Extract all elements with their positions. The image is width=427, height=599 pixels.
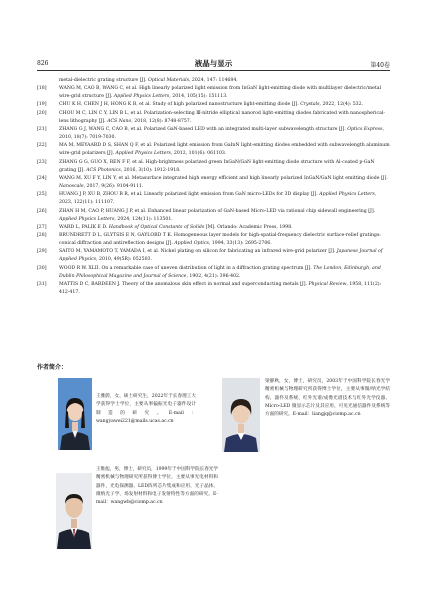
reference-entry [37, 159, 390, 175]
reference-text: MATTIS D C, BARDEEN J. Theory of the anomalous skin effect in normal and superconducting metals [J]. [59, 281, 309, 287]
reference-entry [37, 224, 390, 232]
reference-text: BRUNDRETT D L, GLYTSIS E N, GAYLORD T K. Homogeneous layer models for high-spatial-frequency dielectric surface-relief gratings: conical diffraction and antireflection designs [J]. [59, 232, 381, 247]
reference-source: Physical Review [308, 281, 347, 287]
reference-details: , 2010, 18(7): 7019-7030. [59, 126, 385, 141]
reference-source: Nanoscale [59, 184, 84, 190]
reference-details: , 2023, 122(11): 111107. [59, 192, 377, 206]
reference-text: metal-dielectric grating structure [J]. [59, 78, 149, 83]
reference-details: , 2018, 12(8): 8748-8757. [131, 118, 192, 124]
reference-number: [30] [37, 265, 47, 271]
reference-details: , 1994, 33(13): 2695-2706. [208, 241, 272, 247]
reference-source: Handbook of Optical Constants of Solids [108, 224, 205, 230]
reference-details: , 2024, 147: 114684. [188, 78, 238, 83]
reference-entry [37, 248, 390, 264]
reference-entry [37, 110, 390, 126]
reference-number: [28] [37, 232, 47, 238]
reference-text: CHOU M C, LIN C Y, LIN B L, et al. Polarization-selecting Ⅲ-nitride elliptical nanorod light-emitting diodes fabricated with nanospherical-lens lithography [J]. [59, 110, 385, 124]
reference-text: WARD L, PALIK E D. [59, 224, 109, 230]
reference-source: Applied Physics Letters [59, 216, 115, 222]
reference-details: , 2022, 12(4): 532. [319, 102, 364, 108]
author-photo-liang-jingqiu [222, 378, 260, 452]
reference-details: , 2017, 9(26): 9104-9111. [83, 184, 144, 190]
reference-number: [18] [37, 86, 47, 92]
reference-text: ZHANG G G, GUO X, REN F F, et al. High-brightness polarized green InGaN/GaN light-emitting diode structure with Al-coated p-GaN grating [J]. [59, 159, 375, 173]
reference-text: HUANG J P, XU B, ZHOU B R, et al. Linearly polarized light emission from GaN micro-LEDs for 3D display [J]. [59, 192, 320, 198]
reference-source: Optical Materials [148, 78, 189, 83]
reference-source: ACS Photonics [86, 167, 121, 173]
reference-list [37, 77, 390, 297]
reference-text: ZHAN H M, CAO P, HUANG J P, et al. Enhanced linear polarization of GaN-based Micro-LED via rational chip sidewall engineering [J]. [59, 208, 376, 214]
journal-title: 液晶与显示 [194, 59, 233, 68]
reference-entry [37, 101, 390, 109]
reference-source: Applied Physics Letters [115, 151, 171, 157]
reference-number: [22] [37, 143, 47, 149]
reference-source: ACS Nano [107, 118, 132, 124]
reference-entry [37, 281, 390, 297]
reference-number: [21] [37, 126, 47, 132]
reference-entry [37, 232, 390, 248]
reference-entry [37, 175, 390, 191]
reference-details: , 1958, 111(2): 412-417. [59, 281, 382, 296]
reference-number: [23] [37, 159, 47, 165]
reference-number: [24] [37, 175, 47, 181]
reference-text: WANG M, CAO B, WANG C, et al. High linearly polarized light emission from InGaN light-emitting diode with multilayer dielectric/metal wire-grid structure [J]. [59, 86, 381, 100]
reference-details: [M]. Orlando: Academic Press, 1998. [204, 224, 293, 230]
reference-entry [37, 208, 390, 224]
page-header [37, 58, 390, 71]
author-photo-wang-yawei [58, 378, 92, 450]
reference-text: ZHANG G J, WANG C, CAO B, et al. Polarized GaN-based LED with an integrated multi-layer subwavelength structure [J]. [59, 126, 348, 132]
reference-details: , 2010, 49(5R): 052503. [96, 257, 152, 263]
reference-source: Crystals [300, 102, 320, 108]
reference-entry [37, 142, 390, 158]
reference-number: [29] [37, 249, 47, 255]
reference-source: Applied Physics Letters [319, 192, 375, 198]
page-number: 826 [37, 60, 49, 67]
reference-text: SAITO M, YAMAMOTO T, YAMADA I, et al. Nickel plating on silicon for fabricating an infrared wire-grid polarizer [J]. [59, 249, 337, 255]
reference-number: [31] [37, 281, 47, 287]
author-photo-wang-weibiao [56, 473, 92, 549]
reference-number: [27] [37, 224, 47, 230]
reference-number: [25] [37, 192, 47, 198]
reference-entry [37, 77, 390, 85]
author-bio-liang-jingqiu: 梁静秋，女，博士，研究员，2003年于中国科学院长春光学精密机械与物理研究所获得博士学位，主要从事微/纳光学结构、器件及系统、红外光谱/成像光谱技术与红外光学仪器、Micro-LED 微显示芯片及其应用、可见光通信器件及系统等方面的研究。E-mail：liangjq@ciomp.ac.cn [265, 379, 390, 418]
reference-details: , 2012, 101(6): 061103. [170, 151, 227, 157]
reference-details: , 1902, 4(21): 396-402. [186, 273, 241, 279]
reference-source: Japanese Journal of Applied Physics [59, 249, 383, 263]
reference-entry [37, 126, 390, 142]
reference-number: [19] [37, 102, 47, 108]
reference-source: Optics Express [347, 126, 383, 132]
reference-text: WANG M, XU F Y, LIN Y, et al. Metasurface integrated high energy efficient and high linearly polarized InGaN/GaN light emitting diode [J]. [59, 175, 388, 181]
reference-entry [37, 85, 390, 101]
reference-text: CHU K H, CHEN J H, HONG K B, et al. Study of high polarized nanostructure light-emitting diode [J]. [59, 102, 301, 108]
reference-entry [37, 265, 390, 281]
author-bio-wang-yawei: 王雅蔚，女，硕士研究生，2022年于长春理工大学获得学士学位，主要从事偏振光电子器件设计制造的研究。E-mail：wangyawei221@mails.ucas.ac.cn [96, 394, 196, 424]
reference-text: MA M, MEYAARD D S, SHAN Q F, et al. Polarized light emission from GaInN light-emitting diodes embedded with subwavelength aluminum wire-grid polarizers [J]. [59, 143, 390, 157]
author-bio-wang-weibiao: 王惟彪，男，博士，研究员，1999年于中国科学院长春光学精密机械与物理研究所获得博士学位，主要从事光电材料和器件、光电探测器、LED阵列芯片集成和应用、光子晶体、微纳光子学、场发射材料和电子发射特性等方面的研究。E-mail：wangwb@ciomp.ac.cn [96, 467, 218, 506]
author-section-title: 作者简介： [37, 364, 68, 371]
reference-number: [26] [37, 208, 47, 214]
reference-details: , 2014, 105(15): 151113. [169, 94, 228, 100]
reference-source: The London, Edinburgh, and Dublin Philosophical Magazine and Journal of Science [59, 265, 381, 279]
volume-label: 第40卷 [370, 62, 390, 69]
reference-number: [20] [37, 110, 47, 116]
reference-details: , 2016, 3(10): 1912-1918. [120, 167, 181, 173]
reference-entry [37, 191, 390, 207]
reference-details: , 2024, 124(11): 113501. [114, 216, 173, 222]
reference-source: Applied Optics [174, 241, 209, 247]
reference-text: WOOD R W. XLII. On a remarkable case of uneven distribution of light in a diffraction grating spectrum [J]. [59, 265, 314, 271]
reference-source: Applied Physics Letters [113, 94, 170, 100]
